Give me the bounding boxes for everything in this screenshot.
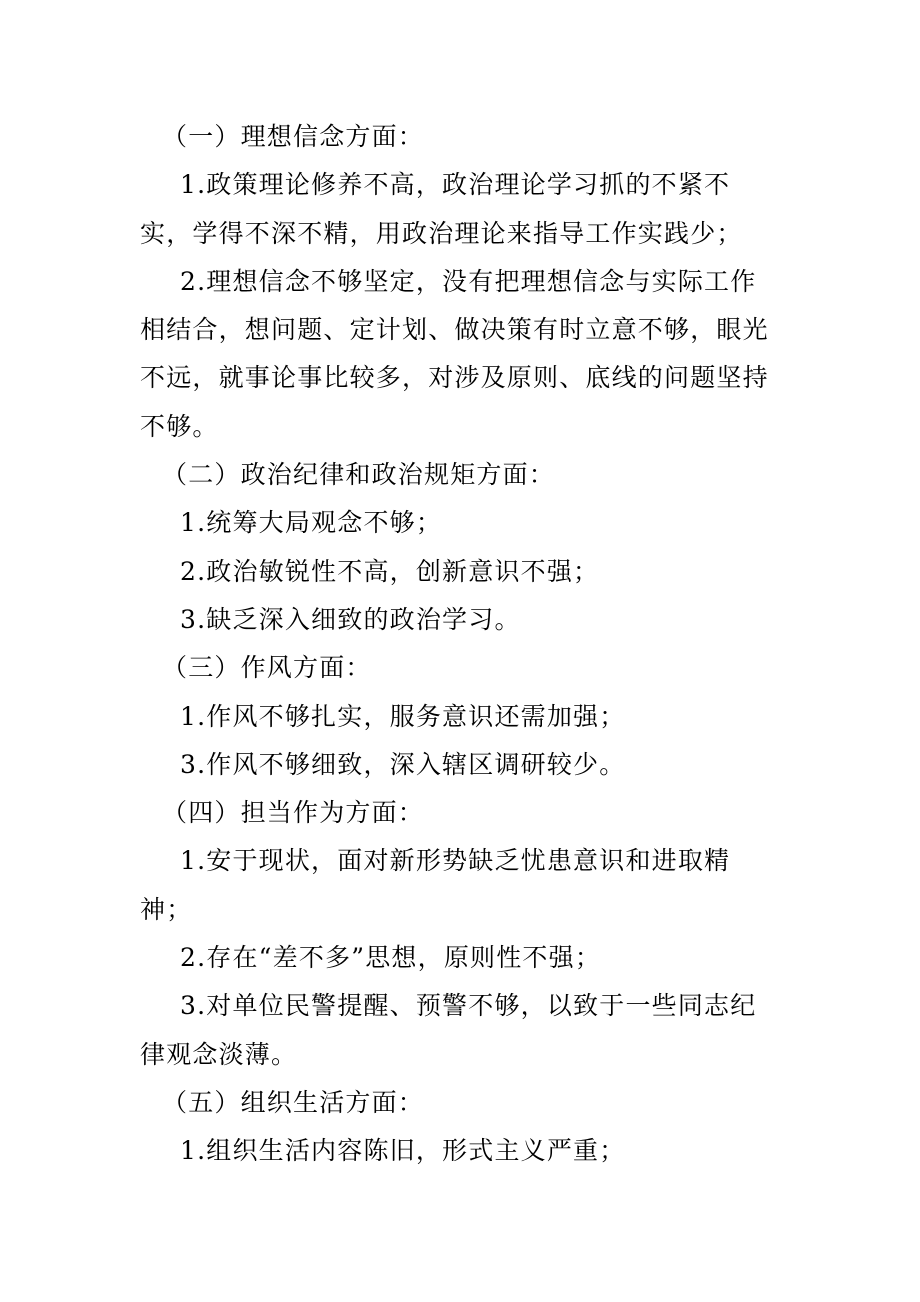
list-item: 1.作风不够扎实，服务意识还需加强； <box>180 701 626 731</box>
document-body <box>140 113 780 1176</box>
list-item: 1.统筹大局观念不够； <box>180 508 443 538</box>
list-item: 1.安于现状，面对新形势缺乏忧患意识和进取精神； <box>140 846 731 924</box>
section-heading-1: （一）理想信念方面： <box>162 122 425 151</box>
section-heading-4: （四）担当作为方面： <box>162 798 425 828</box>
list-item: 2.政治敏锐性不高，创新意识不强； <box>180 556 600 586</box>
list-item: 3.作风不够细致，深入辖区调研较少。 <box>180 749 626 779</box>
list-item: 1.政策理论修养不高，政治理论学习抓的不紧不实，学得不深不精，用政治理论来指导工作实践少； <box>140 170 743 248</box>
section-heading-2: （二）政治纪律和政治规矩方面： <box>162 460 556 490</box>
list-item: 3.对单位民警提醒、预警不够，以致于一些同志纪律观念淡薄。 <box>140 991 757 1069</box>
list-item: 3.缺乏深入细致的政治学习。 <box>180 604 521 634</box>
section-heading-3: （三）作风方面： <box>162 653 372 683</box>
list-item: 1.组织生活内容陈旧，形式主义严重； <box>180 1136 626 1166</box>
section-heading-5: （五）组织生活方面： <box>162 1087 425 1117</box>
list-item: 2.理想信念不够坚定，没有把理想信念与实际工作相结合，想问题、定计划、做决策有时立意不够，眼光不远，就事论事比较多，对涉及原则、底线的问题坚持不够。 <box>140 266 769 441</box>
list-item: 2.存在“差不多”思想，原则性不强； <box>180 943 602 973</box>
